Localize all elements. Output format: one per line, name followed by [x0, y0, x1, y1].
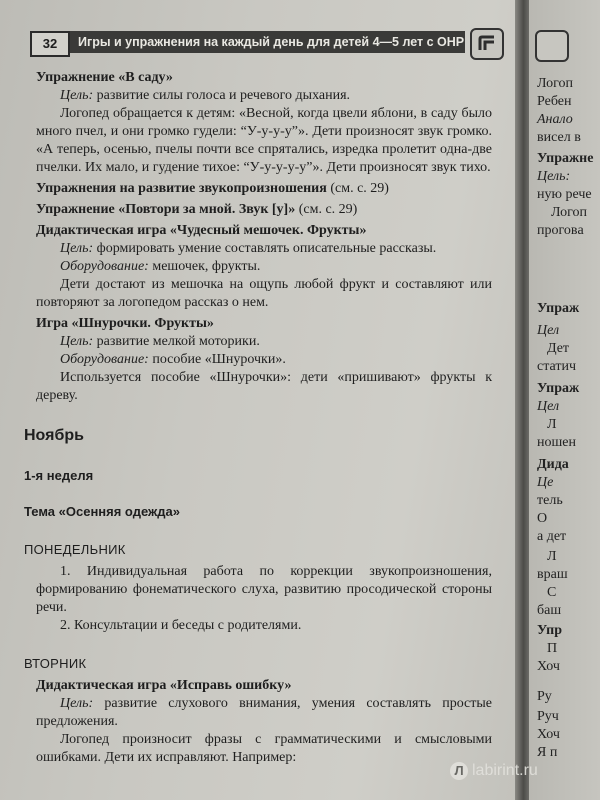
equipment-label: Оборудование: — [60, 259, 149, 274]
right-book-page — [529, 0, 600, 800]
exercise-text: Логопед обращается к детям: «Весной, когда цвели яблони, в саду было много пчел, и они громко гудели: “У-у-у-у”». Дети произносят звук громко. «А теперь, осенью, пчелы почти все спрятались, изредка пролетит одна-две пчелки. Их мало, и гудение тихое: “У-у-у-у-у”». Дети произносят звук тихо. — [36, 106, 492, 175]
page-header — [30, 28, 500, 58]
equipment-label: Оборудование: — [60, 352, 149, 367]
game-title: Дидактическая игра «Исправь ошибку» — [36, 678, 292, 693]
right-page-line: Руч — [537, 709, 559, 724]
book-corner-logo-icon — [470, 28, 504, 60]
weekday-heading: ПОНЕДЕЛЬНИК — [24, 542, 126, 557]
page-content — [24, 66, 492, 767]
goal-text: развитие мелкой моторики. — [93, 334, 260, 349]
book-gutter — [515, 0, 529, 800]
exercise-title-line — [36, 180, 492, 198]
right-page-line: статич — [537, 359, 577, 374]
right-page-line: висел в — [537, 130, 581, 145]
right-page-line: Дида — [537, 457, 569, 472]
right-page-line: ную рече — [537, 187, 592, 202]
equipment-text: мешочек, фрукты. — [148, 259, 261, 274]
right-page-line: Дет — [547, 341, 570, 356]
watermark-logo: Л — [450, 762, 468, 780]
right-page-line: тель — [537, 493, 563, 508]
page-number: 32 — [30, 31, 70, 57]
game-text: Используется пособие «Шнурочки»: дети «пришивают» фрукты к дереву. — [36, 370, 492, 403]
list-item: 2. Консультации и беседы с родителями. — [60, 618, 302, 633]
goal-label: Цель: — [60, 88, 94, 103]
goal-label: Цель: — [60, 241, 94, 256]
right-page-line: Л — [547, 549, 557, 564]
right-page-line: О — [537, 511, 548, 526]
goal-text: формировать умение составлять описательные рассказы. — [93, 241, 437, 256]
right-page-line: Упраж — [537, 381, 580, 396]
goal-label: Цель: — [60, 334, 94, 349]
exercise-title-line — [36, 201, 492, 219]
right-page-line: Хоч — [537, 727, 560, 742]
page-reference: (см. с. 29) — [295, 202, 358, 217]
game-goal — [36, 333, 492, 351]
right-page-line: Цел — [537, 323, 560, 338]
right-page-line: С — [547, 585, 557, 600]
exercise-title: Упражнение «Повтори за мной. Звук [у]» — [36, 202, 296, 217]
right-page-line: Ребен — [537, 94, 572, 109]
right-page-line: Цель: — [537, 169, 571, 184]
goal-text: развитие слухового внимания, умения составлять простые предложения. — [36, 696, 492, 729]
goal-label: Цель: — [60, 696, 94, 711]
book-corner-logo-icon — [535, 30, 569, 62]
right-page-line: Анало — [537, 112, 573, 127]
right-page-line: Я п — [537, 745, 558, 760]
equipment-text: пособие «Шнурочки». — [148, 352, 286, 367]
right-page-line: враш — [537, 567, 568, 582]
right-page-line: а дет — [537, 529, 567, 544]
right-page-line: П — [547, 641, 558, 656]
right-page-line: Л — [547, 417, 557, 432]
right-page-line: Упражне — [537, 151, 594, 166]
running-title: Игры и упражнения на каждый день для детей 4—5 лет с ОНР — [70, 31, 465, 53]
game-goal — [36, 695, 492, 731]
game-equipment — [36, 351, 492, 369]
game-equipment — [36, 258, 492, 276]
exercise-title: Упражнения на развитие звукопроизношения — [36, 181, 327, 196]
right-page-line: Ру — [537, 689, 552, 704]
watermark — [450, 762, 538, 780]
game-text: Логопед произносит фразы с грамматическими и смысловыми ошибками. Дети их исправляют. Например: — [36, 732, 492, 765]
game-goal — [36, 240, 492, 258]
page-reference: (см. с. 29) — [326, 181, 389, 196]
right-page-line: Логоп — [551, 205, 588, 220]
right-page-line: Логоп — [537, 76, 574, 91]
right-page-line: Упр — [537, 623, 562, 638]
watermark-text: labirint.ru — [472, 762, 538, 780]
game-title: Игра «Шнурочки. Фрукты» — [36, 316, 214, 331]
week-heading: 1-я неделя — [24, 468, 94, 483]
game-title: Дидактическая игра «Чудесный мешочек. Фрукты» — [36, 223, 367, 238]
goal-text: развитие силы голоса и речевого дыхания. — [93, 88, 351, 103]
right-page-line: Цел — [537, 399, 560, 414]
month-heading: Ноябрь — [24, 427, 84, 444]
topic-heading: Тема «Осенняя одежда» — [24, 504, 180, 519]
exercise-goal — [36, 87, 492, 105]
exercise-title: Упражнение «В саду» — [36, 70, 173, 85]
right-page-line: Упраж — [537, 301, 580, 316]
right-page-line: ношен — [537, 435, 576, 450]
right-page-line: Це — [537, 475, 554, 490]
right-page-line: баш — [537, 603, 562, 618]
right-page-line: Хоч — [537, 659, 560, 674]
weekday-heading: ВТОРНИК — [24, 656, 87, 671]
game-text: Дети достают из мешочка на ощупь любой фрукт и составляют или повторяют за логопедом рассказ о нем. — [36, 277, 492, 310]
right-page-line: проговa — [537, 223, 584, 238]
list-item: 1. Индивидуальная работа по коррекции звукопроизношения, формированию фонематического слуха, развитию просодической стороны речи. — [36, 564, 492, 615]
